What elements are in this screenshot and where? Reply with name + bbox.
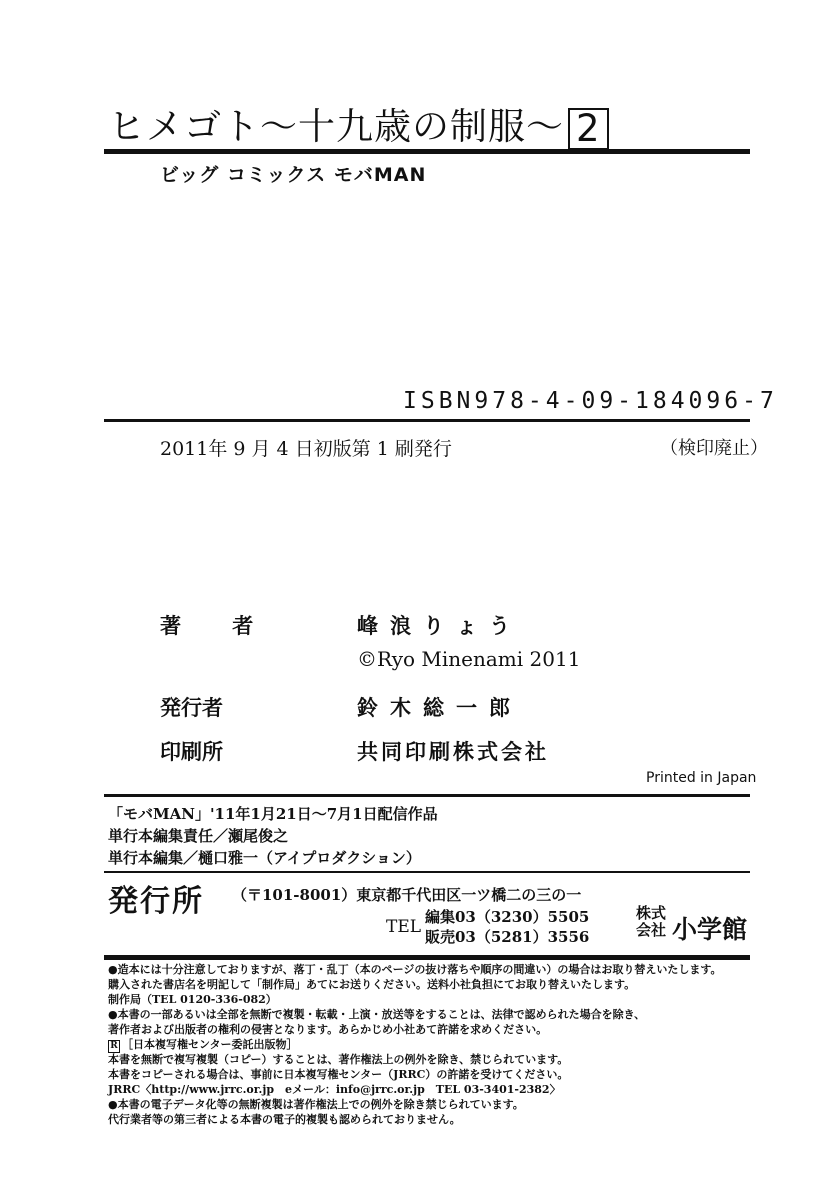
author-label: 著 者 xyxy=(160,614,276,638)
company-type xyxy=(636,905,666,939)
volume-number: 2 xyxy=(568,108,609,150)
note-line: 本書を無断で複写複製（コピー）することは、著作権法上の例外を除き、禁じられています。 xyxy=(108,1053,569,1066)
note-line: JRRC〈http://www.jrrc.or.jp eメール：info@jrrc.or.jp TEL 03-3401-2382〉 xyxy=(108,1083,561,1096)
credits-rule xyxy=(104,794,750,797)
company-name: 小学館 xyxy=(672,915,748,944)
title-rule xyxy=(104,149,750,154)
note-line: 購入された書店名を明記して「制作局」あてにお送りください。送料小社負担にてお取り替えいたします。 xyxy=(108,978,636,991)
tel-editorial: 編集03（3230）5505 xyxy=(425,908,590,926)
publisher-person-name: 鈴木総一郎 xyxy=(357,695,522,720)
company-type-line-2: 会社 xyxy=(636,921,667,939)
note-line: 本書をコピーされる場合は、事前に日本複写権センター（JRRC）の許諾を受けてください。 xyxy=(108,1068,569,1081)
publisher-address: （〒101-8001）東京都千代田区一ツ橋二の三の一 xyxy=(232,886,582,904)
publisher-person-label: 発行者 xyxy=(160,696,223,720)
note-line: ●本書の一部あるいは全部を無断で複製・転載・上演・放送等をすることは、法律で認められた場合を除き、 xyxy=(108,1008,646,1021)
serial-info-line: 「モバMAN」'11年1月21日～7月1日配信作品 xyxy=(108,805,438,823)
copyright-line: ©Ryo Minenami 2011 xyxy=(357,647,581,671)
tel-sales: 販売03（5281）3556 xyxy=(425,928,590,946)
printed-in-japan: Printed in Japan xyxy=(646,770,757,786)
note-line: 代行業者等の第三者による本書の電子的複製も認められておりません。 xyxy=(108,1113,461,1126)
book-title xyxy=(108,96,609,150)
publisher-rule xyxy=(104,955,750,960)
note-line: 制作局（TEL 0120-336-082） xyxy=(108,993,277,1006)
author-name: 峰浪りょう xyxy=(357,613,522,638)
printer-label: 印刷所 xyxy=(160,740,223,764)
publisher-heading: 発行所 xyxy=(108,884,204,919)
note-line: 著作者および出版者の権利の侵害となります。あらかじめ小社あて許諾を求めください。 xyxy=(108,1023,548,1036)
seal-note: （検印廃止） xyxy=(660,438,768,459)
editor-in-charge: 単行本編集責任／瀬尾俊之 xyxy=(108,827,289,845)
note-line-text: ［日本複写権センター委託出版物］ xyxy=(122,1038,298,1051)
isbn: ISBN978-4-09-184096-7 xyxy=(403,388,778,414)
note-line: ●造本には十分注意しておりますが、落丁・乱丁（本のページの抜け落ちや順序の間違い）の場合はお取り替えいたします。 xyxy=(108,963,722,976)
book-editor: 単行本編集／樋口雅一（アイプロダクション） xyxy=(108,849,421,867)
serial-rule xyxy=(104,871,750,873)
note-line: ●本書の電子データ化等の無断複製は著作権法上での例外を除き禁じられています。 xyxy=(108,1098,524,1111)
edition-date: 2011年 9 月 4 日初版第 1 刷発行 xyxy=(160,438,452,460)
book-title-text: ヒメゴト～十九歳の制服～ xyxy=(108,105,564,148)
isbn-rule xyxy=(104,419,750,422)
company-type-line-1: 株式 xyxy=(636,904,667,922)
tel-label: TEL xyxy=(386,917,422,937)
printer-name: 共同印刷株式会社 xyxy=(357,739,549,764)
r-mark: R xyxy=(108,1040,120,1053)
series-label: ビッグ コミックス モバMAN xyxy=(160,164,427,186)
note-line-jrrc xyxy=(108,1038,298,1053)
